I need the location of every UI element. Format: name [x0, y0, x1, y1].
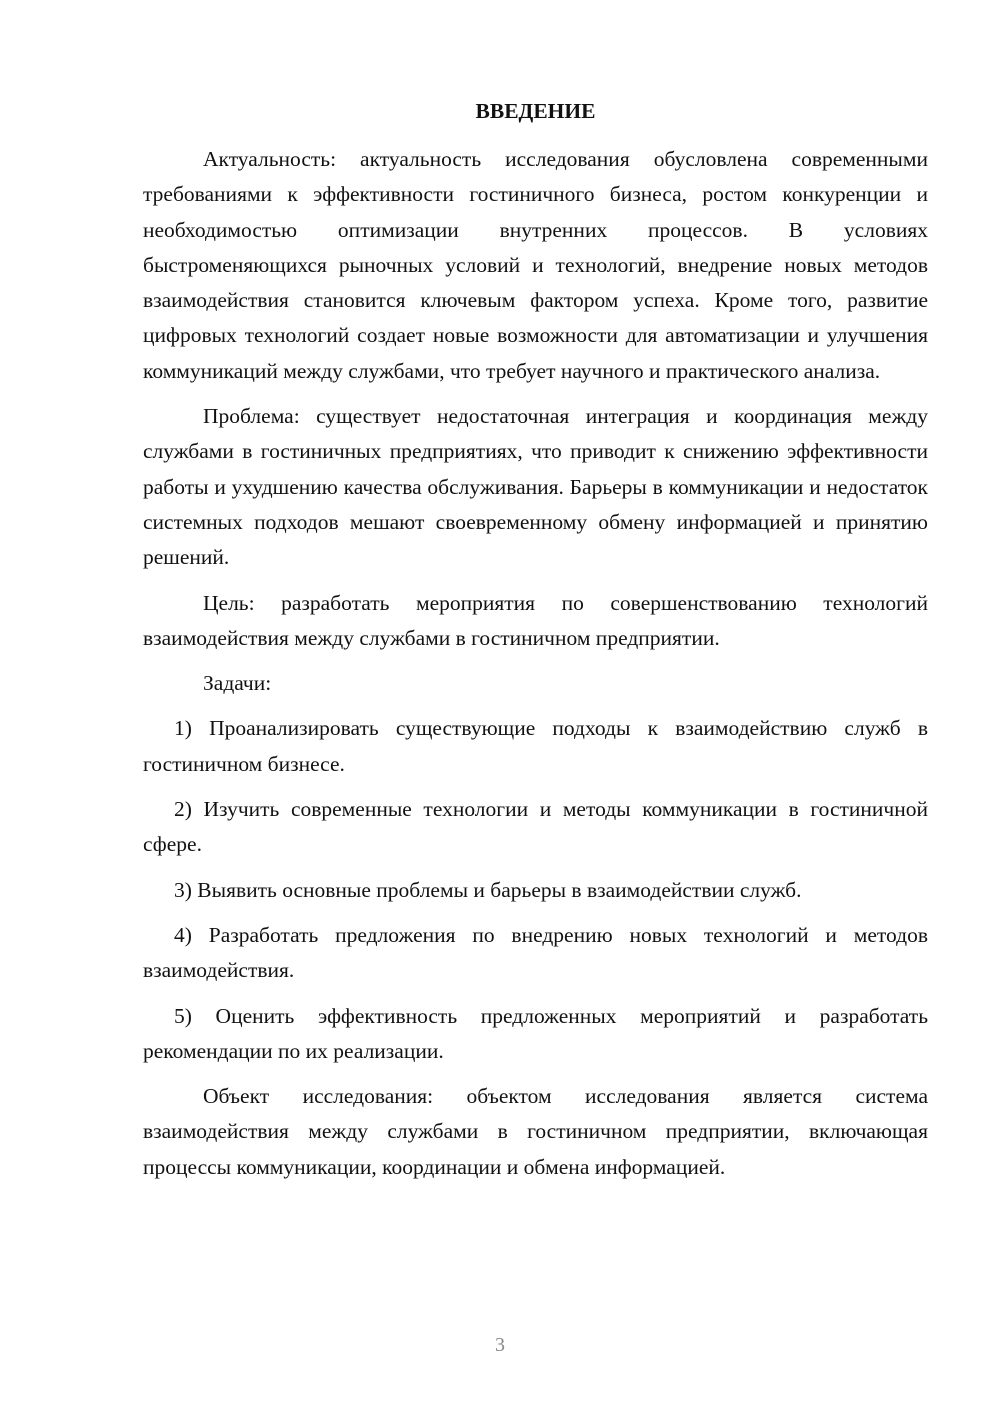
- task-item-5: 5) Оценить эффективность предложенных мероприятий и разработать рекомендации по их реализации.: [143, 1003, 928, 1063]
- page-content: [143, 94, 928, 1195]
- task-item-2: 2) Изучить современные технологии и методы коммуникации в гостиничной сфере.: [143, 797, 928, 857]
- task-item-3: 3) Выявить основные проблемы и барьеры в взаимодействии служб.: [174, 877, 802, 902]
- goal-paragraph: Цель: разработать мероприятия по совершенствованию технологий взаимодействия между службами в гостиничном предприятии.: [143, 590, 928, 650]
- task-item-4: 4) Разработать предложения по внедрению новых технологий и методов взаимодействия.: [143, 922, 928, 983]
- page-number: 3: [495, 1334, 505, 1356]
- object-paragraph: Объект исследования: объектом исследования является система взаимодействия между службами в гостиничном предприятии, включающая процессы коммуникации, координации и обмена информацией.: [143, 1084, 928, 1179]
- task-item-1: 1) Проанализировать существующие подходы к взаимодействию служб в гостиничном бизнесе.: [143, 716, 928, 776]
- section-title: ВВЕДЕНИЕ: [475, 99, 596, 123]
- problem-paragraph: Проблема: существует недостаточная интеграция и координация между службами в гостиничных предприятиях, что приводит к снижению эффективности работы и ухудшению качества обслуживания. Барьеры в коммуникации и недостаток системных подходов мешают своевременному обмену информацией и принятию решений.: [143, 404, 928, 570]
- relevance-paragraph: Актуальность: актуальность исследования обусловлена современными требованиями к эффективности гостиничного бизнеса, ростом конкуренции и необходимостью оптимизации внутренних процессов. В условиях быстроменяющихся рыночных условий и технологий, внедрение новых методов взаимодействия становится ключевым фактором успеха. Кроме того, развитие цифровых технологий создает новые возможности для автоматизации и улучшения коммуникаций между службами, что требует научного и практического анализа.: [143, 147, 928, 383]
- tasks-heading: Задачи:: [203, 671, 272, 696]
